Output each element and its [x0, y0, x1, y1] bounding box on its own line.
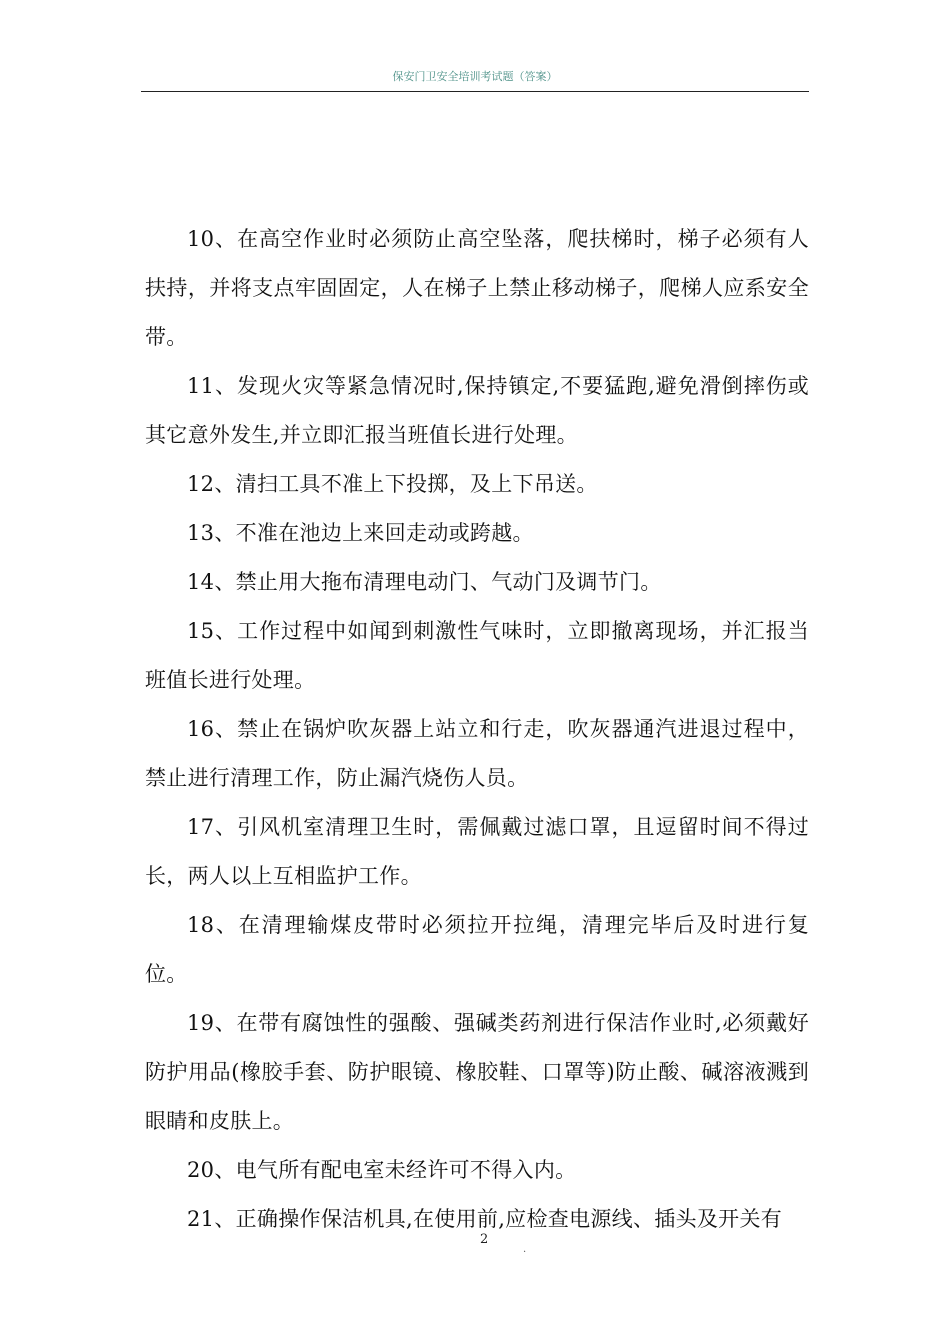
footer-dot: .	[523, 1244, 527, 1255]
paragraph-17: 17、引风机室清理卫生时，需佩戴过滤口罩，且逗留时间不得过长，两人以上互相监护工作。	[145, 815, 809, 888]
paragraph-11: 11、发现火灾等紧急情况时,保持镇定,不要猛跑,避免滑倒摔伤或其它意外发生,并立即汇报当班值长进行处理。	[145, 374, 809, 447]
header-divider	[141, 91, 809, 92]
page-header-title: 保安门卫安全培训考试题（答案）	[392, 70, 558, 83]
paragraph-10: 10、在高空作业时必须防止高空坠落，爬扶梯时，梯子必须有人扶持，并将支点牢固固定，人在梯子上禁止移动梯子，爬梯人应系安全带。	[145, 227, 809, 349]
paragraph-19: 19、在带有腐蚀性的强酸、强碱类药剂进行保洁作业时,必须戴好防护用品(橡胶手套、防护眼镜、橡胶鞋、口罩等)防止酸、碱溶液溅到眼睛和皮肤上。	[145, 1011, 809, 1133]
page-number: 2	[480, 1232, 489, 1247]
paragraph-15: 15、工作过程中如闻到刺激性气味时，立即撤离现场，并汇报当班值长进行处理。	[145, 619, 809, 692]
paragraph-21: 21、正确操作保洁机具,在使用前,应检查电源线、插头及开关有	[187, 1207, 783, 1231]
paragraph-14: 14、禁止用大拖布清理电动门、气动门及调节门。	[187, 570, 662, 594]
paragraph-12: 12、清扫工具不准上下投掷，及上下吊送。	[187, 472, 598, 496]
paragraph-13: 13、不准在池边上来回走动或跨越。	[187, 521, 534, 545]
paragraph-18: 18、在清理输煤皮带时必须拉开拉绳，清理完毕后及时进行复位。	[145, 913, 809, 986]
paragraph-16: 16、禁止在锅炉吹灰器上站立和行走，吹灰器通汽进退过程中，禁止进行清理工作，防止漏汽烧伤人员。	[145, 717, 809, 790]
paragraph-20: 20、电气所有配电室未经许可不得入内。	[187, 1158, 577, 1182]
document-body	[145, 215, 809, 1244]
